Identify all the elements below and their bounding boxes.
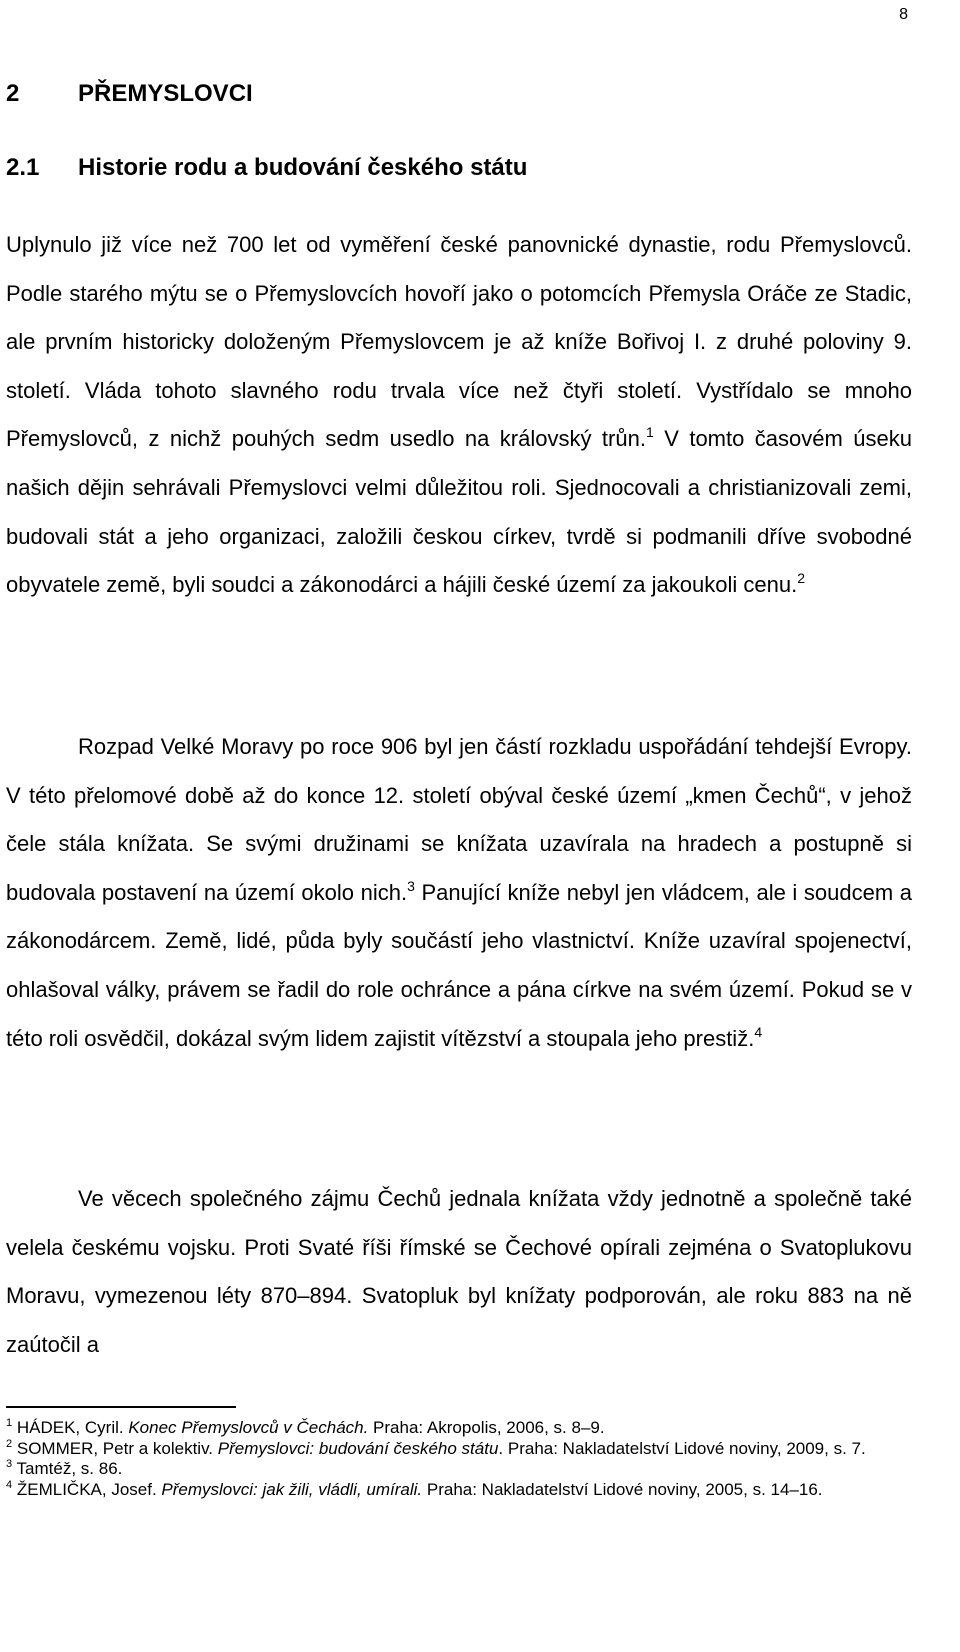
footnote-author: ŽEMLIČKA, Josef.	[16, 1479, 162, 1499]
paragraph-1	[6, 221, 912, 610]
section-heading	[6, 154, 527, 182]
paragraph-2	[6, 723, 912, 1063]
footnote-number: 2	[6, 1437, 13, 1450]
footnote	[6, 1439, 926, 1460]
paragraph-text: Panující kníže nebyl jen vládcem, ale i soudcem a zákonodárcem. Země, lidé, půda byly součástí jeho vlastnictví. Kníže uzavíral spojenectví, ohlašoval války, právem se řadil do role ochránce a pána církve na svém území. Pokud se v této roli osvědčil, dokázal svým lidem zajistit vítězství a stoupala jeho prestiž.	[6, 879, 912, 1051]
paragraph-text: Rozpad Velké Moravy po roce 906 byl jen částí rozkladu uspořádání tehdejší Evropy. V této přelomové době až do konce 12. století obýval české území „kmen Čechů“, v jehož čele stála knížata. Se svými družinami se knížata uzavírala na hradech a postupně si budovala postavení na území okolo nich.	[6, 734, 912, 905]
footnote-ref-3[interactable]: 3	[407, 877, 415, 894]
paragraph-text: Uplynulo již více než 700 let od vyměření české panovnické dynastie, rodu Přemyslovců. Podle starého mýtu se o Přemyslovcích hovoří jako o potomcích Přemysla Oráče ze Stadic, ale prvním historicky doloženým Přemyslovcem je až kníže Bořivoj I. z druhé poloviny 9. století. Vláda tohoto slavného rodu trvala více než čtyři století. Vystřídalo se mnoho Přemyslovců, z nichž pouhých sedm usedlo na královský trůn.	[6, 232, 912, 452]
footnote-number: 3	[6, 1458, 13, 1470]
footnote-title: Přemyslovci: jak žili, vládli, umírali.	[161, 1479, 423, 1499]
section-title: Historie rodu a budování českého státu	[78, 154, 528, 181]
footnote-ref-2[interactable]: 2	[797, 570, 805, 587]
paragraph-text: V tomto časovém úseku našich dějin sehrávali Přemyslovci velmi důležitou roli. Sjednocovali a christianizovali zemi, budovali stát a jeho organizaci, založili českou církev, tvrdě si podmanili dříve svobodné obyvatele země, byli soudci a zákonodárci a hájili české území za jakoukoli cenu.	[6, 426, 912, 598]
footnote-ref-1[interactable]: 1	[645, 424, 654, 441]
footnote-author: Tamtéž, s. 86.	[16, 1459, 123, 1478]
footnote-title: Konec Přemyslovců v Čechách.	[128, 1418, 369, 1437]
chapter-heading	[6, 80, 253, 108]
paragraph-text: Ve věcech společného zájmu Čechů jednala knížata vždy jednotně a společně také velela českému vojsku. Proti Svaté říši římské se Čechové opírali zejména o Svatoplukovu Moravu, vymezenou léty 870–894. Svatopluk byl knížaty podporován, ale roku 883 na ně zaútočil a	[6, 1186, 912, 1357]
section-number: 2.1	[6, 154, 40, 181]
footnote-rest: Praha: Akropolis, 2006, s. 8–9.	[368, 1418, 605, 1437]
chapter-title: PŘEMYSLOVCI	[78, 80, 253, 107]
footnote-title: Přemyslovci: budování českého státu	[217, 1438, 499, 1458]
paragraph-3	[6, 1175, 912, 1369]
footnote	[6, 1418, 926, 1439]
footnote-separator	[6, 1406, 236, 1408]
footnote-number: 4	[6, 1478, 13, 1491]
footnote	[6, 1459, 926, 1480]
footnotes	[6, 1418, 926, 1500]
footnote-ref-4[interactable]: 4	[754, 1023, 763, 1040]
footnote	[6, 1480, 926, 1501]
page-number: 8	[899, 6, 908, 23]
footnote-author: HÁDEK, Cyril.	[16, 1418, 129, 1437]
chapter-number: 2	[6, 80, 20, 107]
footnote-rest: . Praha: Nakladatelství Lidové noviny, 2009, s. 7.	[498, 1438, 866, 1458]
footnote-number: 1	[6, 1417, 13, 1429]
footnote-rest: Praha: Nakladatelství Lidové noviny, 2005, s. 14–16.	[422, 1479, 823, 1499]
footnote-author: SOMMER, Petr a kolektiv.	[16, 1438, 218, 1458]
